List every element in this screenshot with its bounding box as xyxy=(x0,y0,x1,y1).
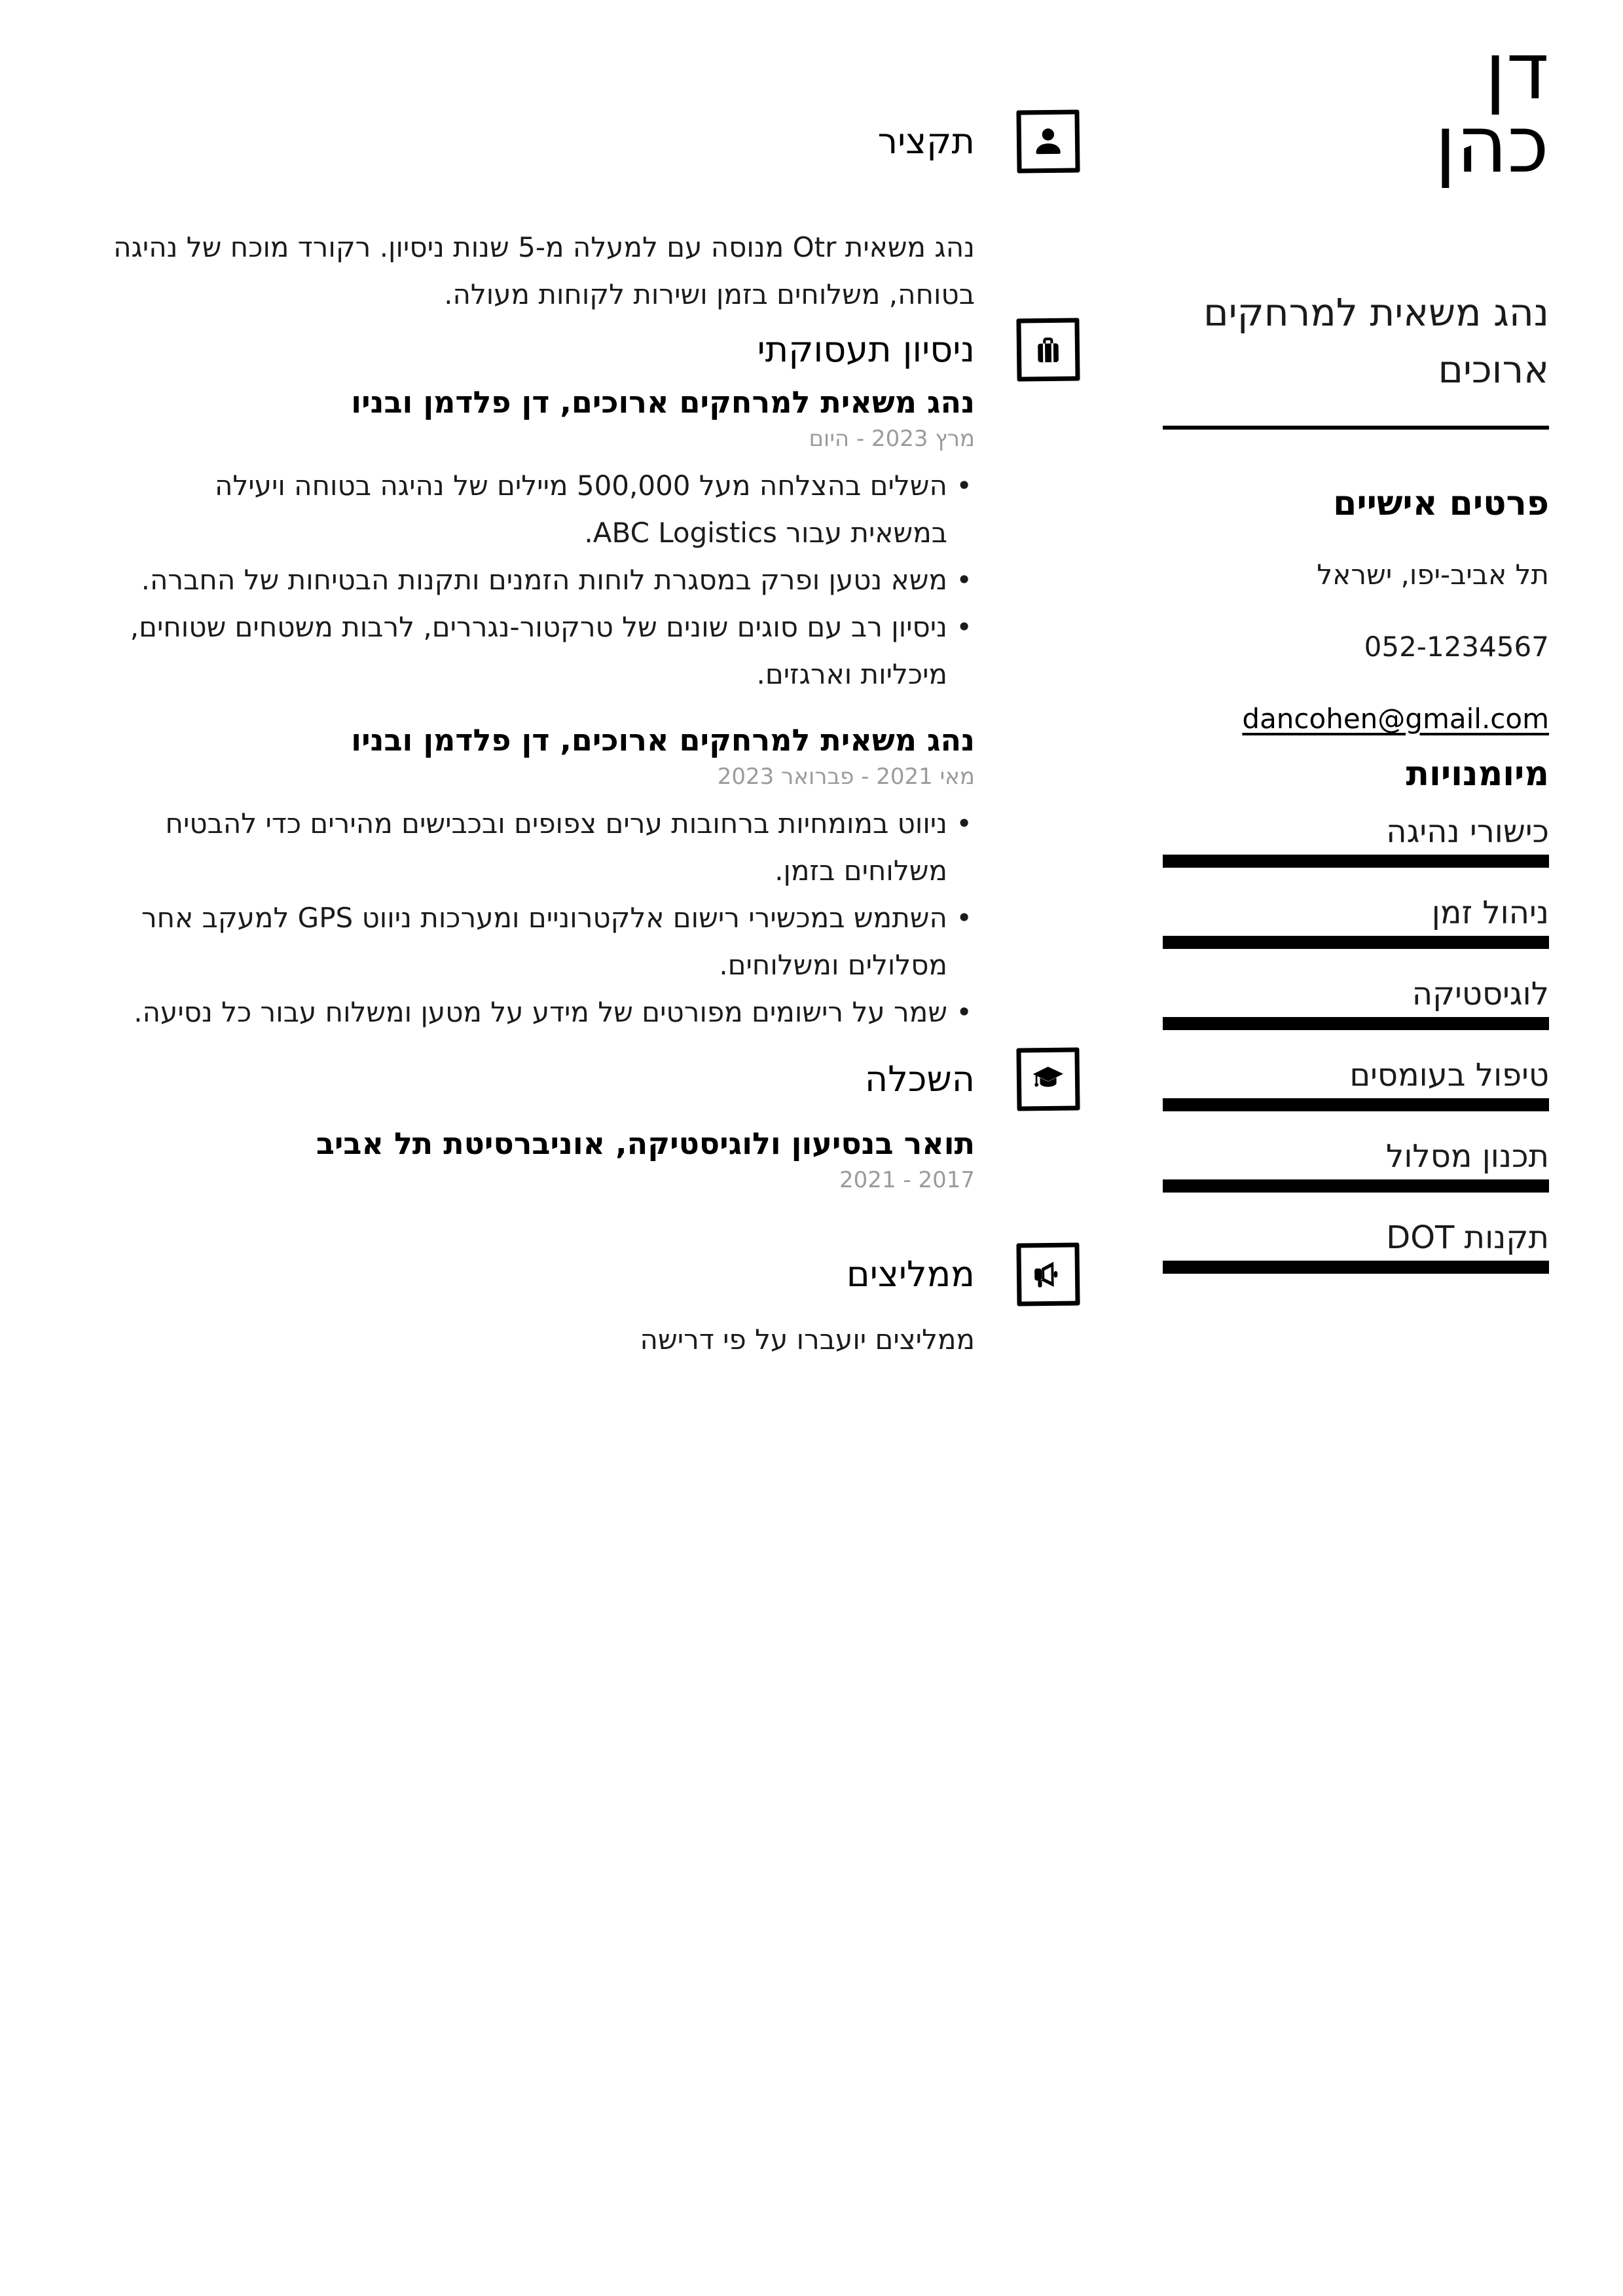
column-gap xyxy=(1080,0,1163,2296)
summary-text: נהג משאית Otr מנוסה עם למעלה מ-5 שנות ניסיון. רקורד מוכח של נהיגה בטוחה, משלוחים בזמן ושירות לקוחות מעולה. xyxy=(113,231,975,310)
section-experience xyxy=(111,318,1080,1036)
summary-header xyxy=(111,110,1080,173)
references-text: ממליצים יועברו על פי דרישה xyxy=(640,1324,975,1356)
skill-label: תכנון מסלול xyxy=(1386,1138,1549,1175)
skill-item xyxy=(1163,976,1549,1030)
person-icon xyxy=(1016,109,1080,173)
sidebar-divider xyxy=(1163,426,1549,430)
skill-item xyxy=(1163,895,1549,949)
candidate-last-name: כהן xyxy=(1434,100,1549,191)
candidate-first-name: דן xyxy=(1484,26,1549,117)
section-references xyxy=(111,1243,1080,1363)
degree-dates: 2017 - 2021 xyxy=(839,1167,975,1193)
education-title: השכלה xyxy=(864,1058,975,1100)
job-entry xyxy=(111,723,975,1036)
skill-label: ניהול זמן xyxy=(1431,895,1549,931)
contact-phone: 052-1234567 xyxy=(1364,631,1549,663)
experience-title: ניסיון תעסוקתי xyxy=(757,329,975,370)
job-title: נהג משאית למרחקים ארוכים, דן פלדמן ובניו xyxy=(351,722,975,758)
skill-label: טיפול בעומסים xyxy=(1349,1057,1549,1094)
main-content xyxy=(111,0,1080,2296)
job-entry xyxy=(111,385,975,698)
experience-body xyxy=(111,385,975,1036)
skill-level-bar xyxy=(1163,1179,1549,1193)
skill-level-bar xyxy=(1163,1017,1549,1030)
graduation-cap-icon xyxy=(1016,1047,1080,1111)
sidebar xyxy=(1163,0,1549,2296)
job-bullet: • שמר על רישומים מפורטים של מידע על מטען ומשלוח עבור כל נסיעה. xyxy=(111,989,975,1036)
skill-label: לוגיסטיקה xyxy=(1412,976,1549,1012)
skill-item xyxy=(1163,1139,1549,1193)
references-title: ממליצים xyxy=(846,1253,975,1295)
job-bullet: • השתמש במכשירי רישום אלקטרוניים ומערכות ניווט GPS למעקב אחר מסלולים ומשלוחים. xyxy=(111,895,975,989)
skill-level-bar xyxy=(1163,1261,1549,1274)
education-header xyxy=(111,1048,1080,1111)
skills-list xyxy=(1163,814,1549,1274)
contact-heading: פרטים אישיים xyxy=(1333,484,1549,523)
section-summary xyxy=(111,110,1080,318)
references-header xyxy=(111,1243,1080,1306)
skills-heading: מיומנויות xyxy=(1406,754,1549,794)
experience-header xyxy=(111,318,1080,381)
job-bullet-list xyxy=(111,462,975,698)
skill-item xyxy=(1163,1220,1549,1274)
job-bullet: • משא נטען ופרק במסגרת לוחות הזמנים ותקנות הבטיחות של החברה. xyxy=(111,557,975,604)
contact-location: תל אביב-יפו, ישראל xyxy=(1317,559,1549,591)
job-dates: מאי 2021 - פברואר 2023 xyxy=(717,764,975,790)
candidate-job-title: נהג משאית למרחקים ארוכים xyxy=(1203,290,1549,392)
job-title: נהג משאית למרחקים ארוכים, דן פלדמן ובניו xyxy=(351,384,975,420)
briefcase-icon xyxy=(1016,318,1080,381)
skill-item xyxy=(1163,814,1549,868)
contact-email-line xyxy=(1163,701,1549,737)
education-entry xyxy=(111,1126,975,1194)
job-bullet: • ניווט במומחיות ברחובות ערים צפופים ובכבישים מהירים כדי להבטיח משלוחים בזמן. xyxy=(111,800,975,895)
skill-level-bar xyxy=(1163,936,1549,949)
section-education xyxy=(111,1048,1080,1194)
contact-email-link[interactable]: dancohen@gmail.com xyxy=(1242,703,1549,735)
summary-title: תקציר xyxy=(877,120,975,162)
job-bullet: • השלים בהצלחה מעל 500,000 מיילים של נהיגה בטוחה ויעילה במשאית עבור ABC Logistics. xyxy=(111,462,975,557)
megaphone-icon xyxy=(1016,1242,1080,1306)
skill-label: כישורי נהיגה xyxy=(1386,813,1549,850)
job-dates: מרץ 2023 - היום xyxy=(809,426,975,452)
skill-level-bar xyxy=(1163,1098,1549,1111)
candidate-name xyxy=(1163,26,1549,191)
degree-title: תואר בנסיעון ולוגיסטיקה, אוניברסיטת תל אביב xyxy=(316,1126,975,1161)
skill-label: תקנות DOT xyxy=(1386,1219,1549,1256)
skill-item xyxy=(1163,1058,1549,1111)
skill-level-bar xyxy=(1163,855,1549,868)
job-bullet-list xyxy=(111,800,975,1036)
job-bullet: • ניסיון רב עם סוגים שונים של טרקטור-נגררים, לרבות משטחים שטוחים, מיכליות וארגזים. xyxy=(111,604,975,698)
